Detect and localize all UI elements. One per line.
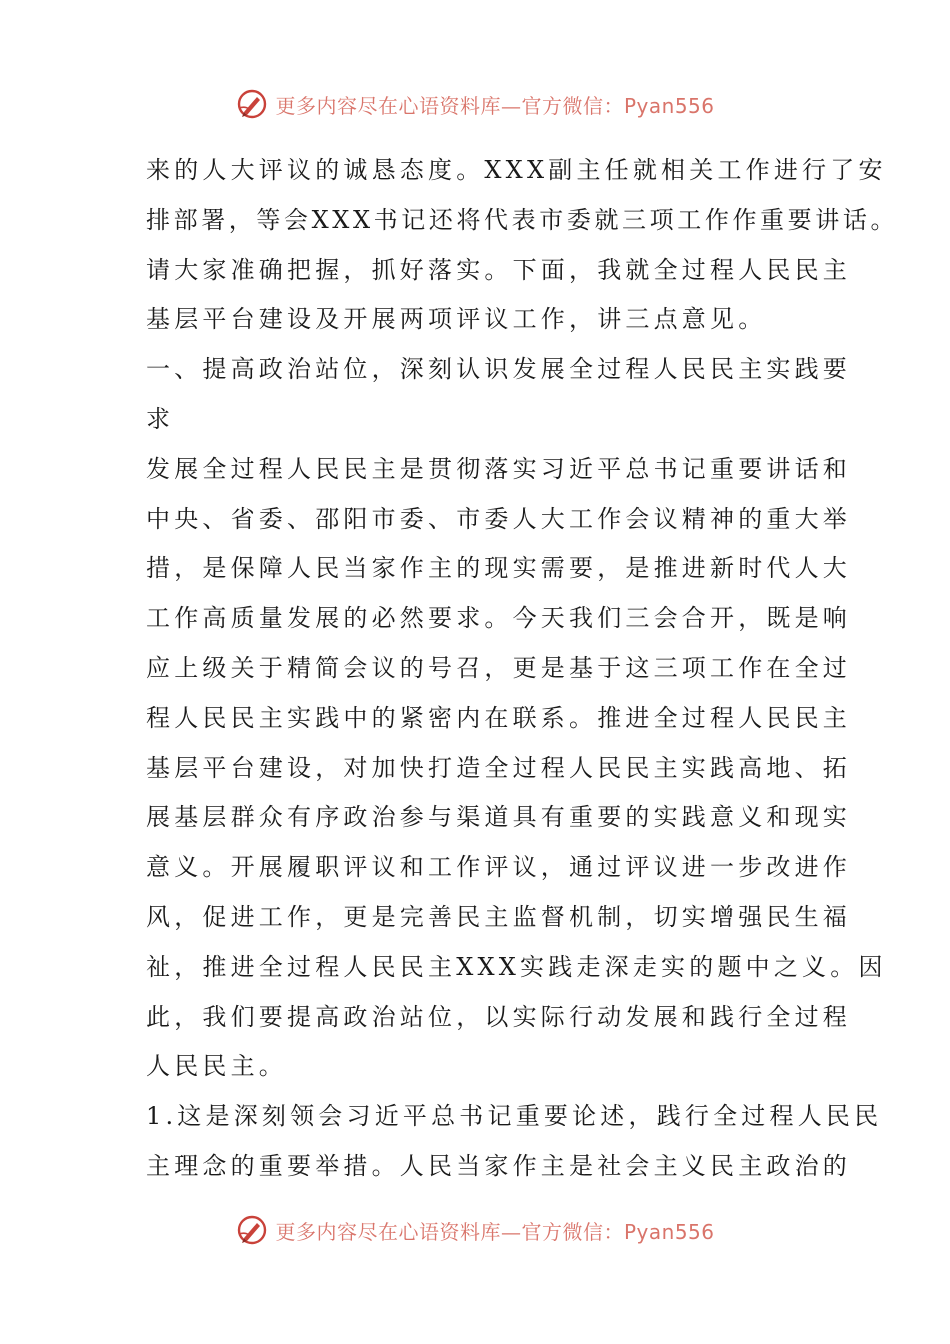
document-body <box>146 146 899 1192</box>
watermark-wechat-id: Pyan556 <box>623 1219 715 1244</box>
text-line: 措，是保障人民当家作主的现实需要，是推进新时代人大 <box>146 554 851 583</box>
watermark-text <box>275 1216 714 1245</box>
text-line: 应上级关于精简会议的号召，更是基于这三项工作在全过 <box>146 653 851 682</box>
text-line: 主理念的重要举措。人民当家作主是社会主义民主政治的 <box>146 1151 851 1180</box>
text-line: 祉，推进全过程人民民主XXX实践走深走实的题中之义。因 <box>146 952 887 981</box>
text-line: 此，我们要提高政治站位，以实际行动发展和践行全过程 <box>146 1002 851 1031</box>
text-line: 人民民主。 <box>146 1052 287 1081</box>
text-line: 发展全过程人民民主是贯彻落实习近平总书记重要讲话和 <box>146 454 851 483</box>
text-line: 请大家准确把握，抓好落实。下面，我就全过程人民民主 <box>146 255 851 284</box>
watermark-footer <box>0 1210 950 1250</box>
numbered-item: 1.这是深刻领会习近平总书记重要论述，践行全过程人民民 <box>146 1102 883 1131</box>
text-line: 意义。开展履职评议和工作评议，通过评议进一步改进作 <box>146 853 851 882</box>
text-line: 风，促进工作，更是完善民主监督机制，切实增强民生福 <box>146 902 851 931</box>
watermark-label: 更多内容尽在心语资料库—官方微信： <box>275 93 624 118</box>
watermark-text <box>275 90 714 119</box>
watermark-wechat-id: Pyan556 <box>623 93 715 118</box>
text-line: 工作高质量发展的必然要求。今天我们三会合开，既是响 <box>146 604 851 633</box>
text-line: 来的人大评议的诚恳态度。XXX副主任就相关工作进行了安 <box>146 156 887 184</box>
section-heading: 一、提高政治站位，深刻认识发展全过程人民民主实践要 <box>146 355 851 384</box>
watermark-label: 更多内容尽在心语资料库—官方微信： <box>275 1219 624 1244</box>
pen-logo-icon <box>235 1213 269 1247</box>
pen-logo-icon <box>235 87 269 121</box>
text-line: 基层平台建设，对加快打造全过程人民民主实践高地、拓 <box>146 753 851 782</box>
text-line: 程人民民主实践中的紧密内在联系。推进全过程人民民主 <box>146 703 851 732</box>
watermark-header <box>0 84 950 124</box>
text-line: 排部署，等会XXX书记还将代表市委就三项工作作重要讲话。 <box>146 205 899 234</box>
section-heading-continued: 求 <box>146 404 175 433</box>
text-line: 基层平台建设及开展两项评议工作，讲三点意见。 <box>146 305 767 334</box>
text-line: 中央、省委、邵阳市委、市委人大工作会议精神的重大举 <box>146 504 851 533</box>
text-line: 展基层群众有序政治参与渠道具有重要的实践意义和现实 <box>146 803 851 832</box>
